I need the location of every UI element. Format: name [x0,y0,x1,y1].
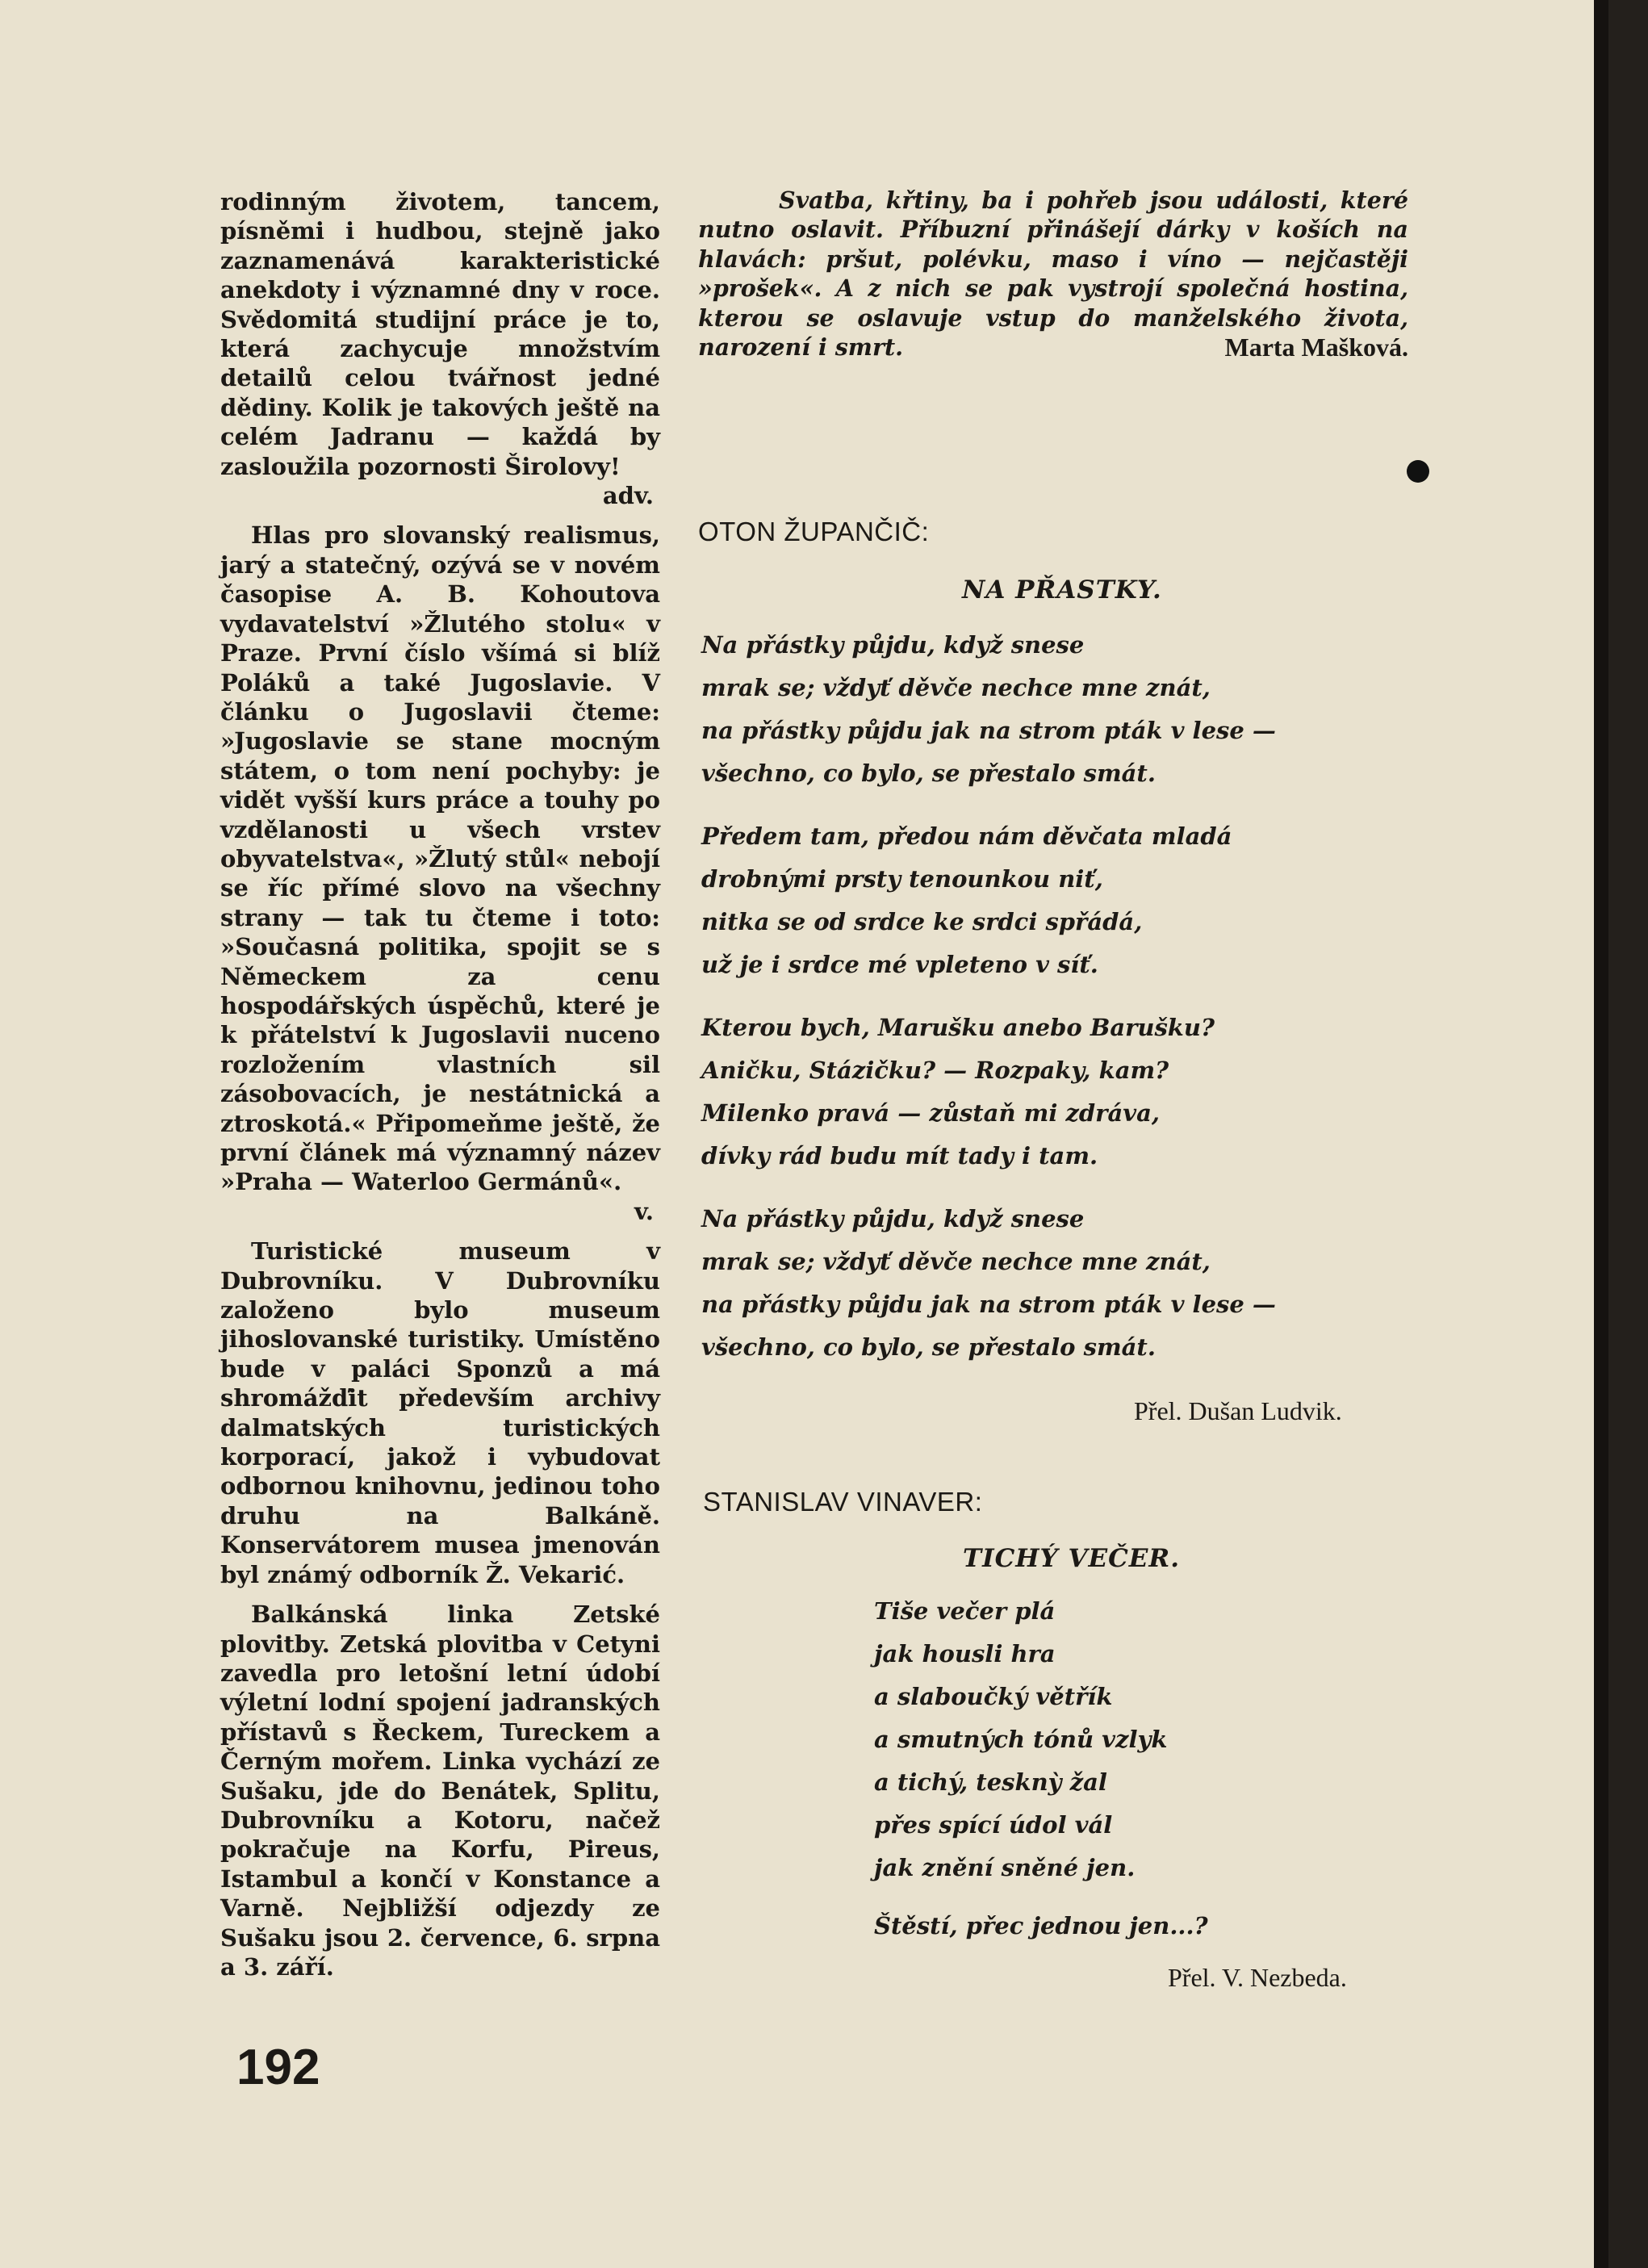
poem-line: dívky rád budu mít tady i tam. [701,1142,1098,1170]
poem-line: a smutných tónů vzlyk [874,1726,1168,1753]
poem-stanza [701,815,1232,986]
news-item-shipping-line [220,1600,660,1981]
poem-line: a tichý, tesknỳ žal [874,1768,1107,1796]
poem-line: už je i srdce mé vpleteno v síť. [701,951,1098,978]
poem-stanza [874,1905,1208,1948]
poem-line: Kterou bych, Marušku anebo Barušku? [701,1014,1215,1041]
poem-translator: Přel. V. Nezbeda. [1168,1963,1347,1992]
news-item-realism [220,521,660,1196]
poem-line: jak znění sněné jen. [874,1854,1136,1881]
article-conclusion: Svatba, křtiny, ba i pohřeb jsou události, které nutno oslavit. Příbuzní přinášejí dárky v koších na hlavách: pršut, polévku, maso i víno — nejčastěji »prošek«. A z nich se pak vystrojí společná hostina, kterou se oslavuje vstup do manželského života, narození i smrt. Marta Mašková. [698,186,1408,362]
poem-line: na přástky půjdu jak na strom pták v lese — [701,1291,1276,1318]
poem-author: STANISLAV VINAVER: [703,1487,983,1517]
poem-line: mrak se; vždyť děvče nechce mne znát, [701,674,1211,701]
news-heading: Balkánská linka Zetské plovitby. [220,1601,660,1658]
poem-line: nitka se od srdce ke srdci spřádá, [701,908,1143,935]
bullet-mark [1407,460,1429,483]
page-number: 192 [236,2040,320,2095]
poem-line: mrak se; vždyť děvče nechce mne znát, [701,1248,1211,1275]
right-column [698,186,1408,1992]
poem-stanza [701,1198,1276,1369]
poem-title: TICHÝ VEČER. [963,1544,1180,1573]
news-signature: v. [634,1197,654,1225]
poem-line: Předem tam, předou nám děvčata mladá [701,822,1232,850]
poem-line: Aničku, Stázičku? — Rozpaky, kam? [701,1057,1169,1084]
poem-line: na přástky půjdu jak na strom pták v lese — [701,717,1276,744]
article-signature: Marta Mašková. [1224,333,1408,362]
poem-line: všechno, co bylo, se přestalo smát. [701,759,1156,787]
poem-stanza [701,1006,1215,1178]
page-edge-shadow [1594,0,1648,2268]
article-continuation: rodinným životem, tancem, písněmi i hudbou, stejně jako zaznamenává karakteristické anekdoty i významné dny v roce. Svědomitá studijní práce je to, která zachycuje množstvím detailů celou tvářnost jedné dědiny. Kolik je takových ještě na celém Jadranu — každá by zasloužila pozornosti Širolovy! [220,188,660,480]
poem-line: Tiše večer plá [874,1597,1056,1625]
poem-translator: Přel. Dušan Ludvik. [1134,1396,1342,1425]
poem-line: jak housli hra [874,1640,1056,1668]
poem-line: Na přástky půjdu, když snese [701,631,1085,659]
news-item-museum [220,1237,660,1589]
news-body: jarý a statečný, ozývá se v novém časopise A. B. Kohoutova vydavatelství »Žlutého stolu« v Praze. První číslo všímá si blíž Poláků a také Jugoslavie. V článku o Jugoslavii čteme: »Jugoslavie se stane mocným státem, o tom není pochyby: je vidět vyšší kurs práce a touhy po vzdělanosti u všech vrstev obyvatelstva«, »Žlutý stůl« nebojí se říc přímé slovo na všechny strany — tak tu čteme i toto: »Současná politika, spojit se s Německem za cenu hospodářských úspěchů, které je k přátelství k Jugoslavii nuceno rozložením vlastních sil zásobovacích, je nestátnická a ztroskotá.« Připomeňme ještě, že první článek má významný název »Praha — Waterloo Germánů«. [220,550,660,1196]
poem-title: NA PŘASTKY. [962,575,1162,605]
poem-line: Milenko pravá — zůstaň mi zdráva, [701,1099,1160,1127]
news-body: V Dubrovníku založeno bylo museum jihoslovanské turistiky. Umístěno bude v paláci Sponzů a má shromážďit především archivy dalmatských turistických korporací, jakož i vybudovat odbornou knihovnu, jedinou toho druhu na Balkáně. Konservátorem musea jmenován byl známý odborník Ž. Vekarić. [220,1266,660,1588]
poem-line: a slaboučký větřík [874,1683,1113,1710]
article-signature: adv. [602,482,654,510]
poem-stanza [874,1590,1167,1889]
poem-line: přes spící údol vál [874,1811,1113,1839]
poem-line: Na přástky půjdu, když snese [701,1205,1085,1232]
poem-line: Štěstí, přec jednou jen...? [874,1912,1208,1940]
poem-line: všechno, co bylo, se přestalo smát. [701,1333,1156,1361]
left-column [220,187,660,1981]
poem-stanza [701,624,1276,795]
poem-author: OTON ŽUPANČIČ: [698,517,930,546]
news-heading: Hlas pro slovanský realismus, [251,521,660,550]
news-heading: Turistické museum v Dubrovníku. [220,1237,660,1295]
poem-line: drobnými prsty tenounkou niť, [701,865,1103,893]
news-body: Zetská plovitba v Cetyni zavedla pro letošní letní údobí výletní lodní spojení jadranských přístavů s Řeckem, Tureckem a Černým mořem. Linka vychází ze Sušaku, jde do Benátek, Splitu, Dubrovníku a Kotoru, načež pokračuje na Korfu, Pireus, Istambul a končí v Konstance a Varně. Nejbližší odjezdy ze Sušaku jsou 2. července, 6. srpna a 3. září. [220,1630,660,1981]
